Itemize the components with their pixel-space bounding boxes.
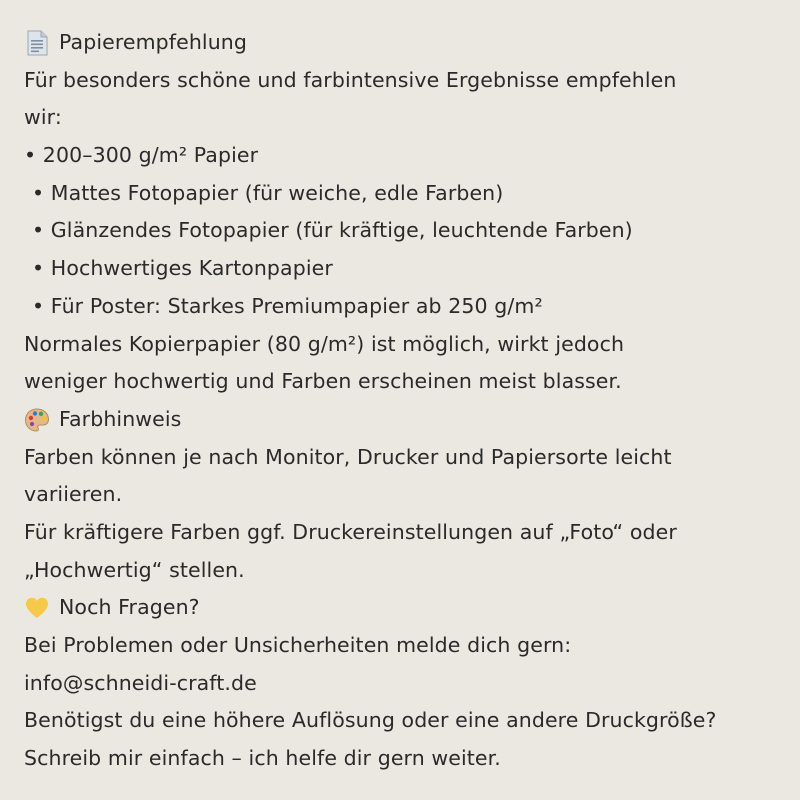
questions-text-line: Schreib mir einfach – ich helfe dir gern weiter. — [24, 746, 501, 771]
paper-heading — [24, 24, 780, 62]
questions-heading — [24, 589, 780, 627]
questions-text-line: Bei Problemen oder Unsicherheiten melde dich gern: — [24, 633, 572, 657]
color-text-line: variieren. — [24, 482, 123, 507]
color-text-line: Für kräftigere Farben ggf. Druckereinstellungen auf „Foto“ oder — [24, 519, 677, 544]
paper-intro-line: Für besonders schöne und farbintensive Ergebnisse empfehlen — [24, 67, 677, 92]
color-title: Farbhinweis — [59, 406, 182, 431]
paper-title: Papierempfehlung — [59, 30, 248, 54]
color-heading — [24, 401, 780, 439]
paper-intro-line: wir: — [24, 105, 62, 130]
yellow-heart-icon — [24, 595, 50, 621]
contact-email[interactable]: info@schneidi-craft.de — [24, 670, 257, 695]
questions-text-line: Benötigst du eine höhere Auflösung oder eine andere Druckgröße? — [24, 708, 717, 733]
color-text-line: „Hochwertig“ stellen. — [24, 557, 245, 582]
document-icon — [24, 30, 50, 56]
bullet-item: • Für Poster: Starkes Premiumpapier ab 250 g/m² — [32, 293, 543, 318]
bullet-item: • 200–300 g/m² Papier — [24, 143, 259, 168]
paper-note-line: weniger hochwertig und Farben erscheinen meist blasser. — [24, 369, 622, 394]
color-text-line: Farben können je nach Monitor, Drucker und Papiersorte leicht — [24, 444, 672, 469]
bullet-item: • Mattes Fotopapier (für weiche, edle Farben) — [32, 180, 504, 205]
paper-note-line: Normales Kopierpapier (80 g/m²) ist möglich, wirkt jedoch — [24, 331, 625, 356]
bullet-item: • Hochwertiges Kartonpapier — [32, 256, 333, 281]
palette-icon — [24, 407, 50, 433]
bullet-item: • Glänzendes Fotopapier (für kräftige, leuchtende Farben) — [32, 218, 633, 243]
questions-title: Noch Fragen? — [59, 595, 200, 620]
